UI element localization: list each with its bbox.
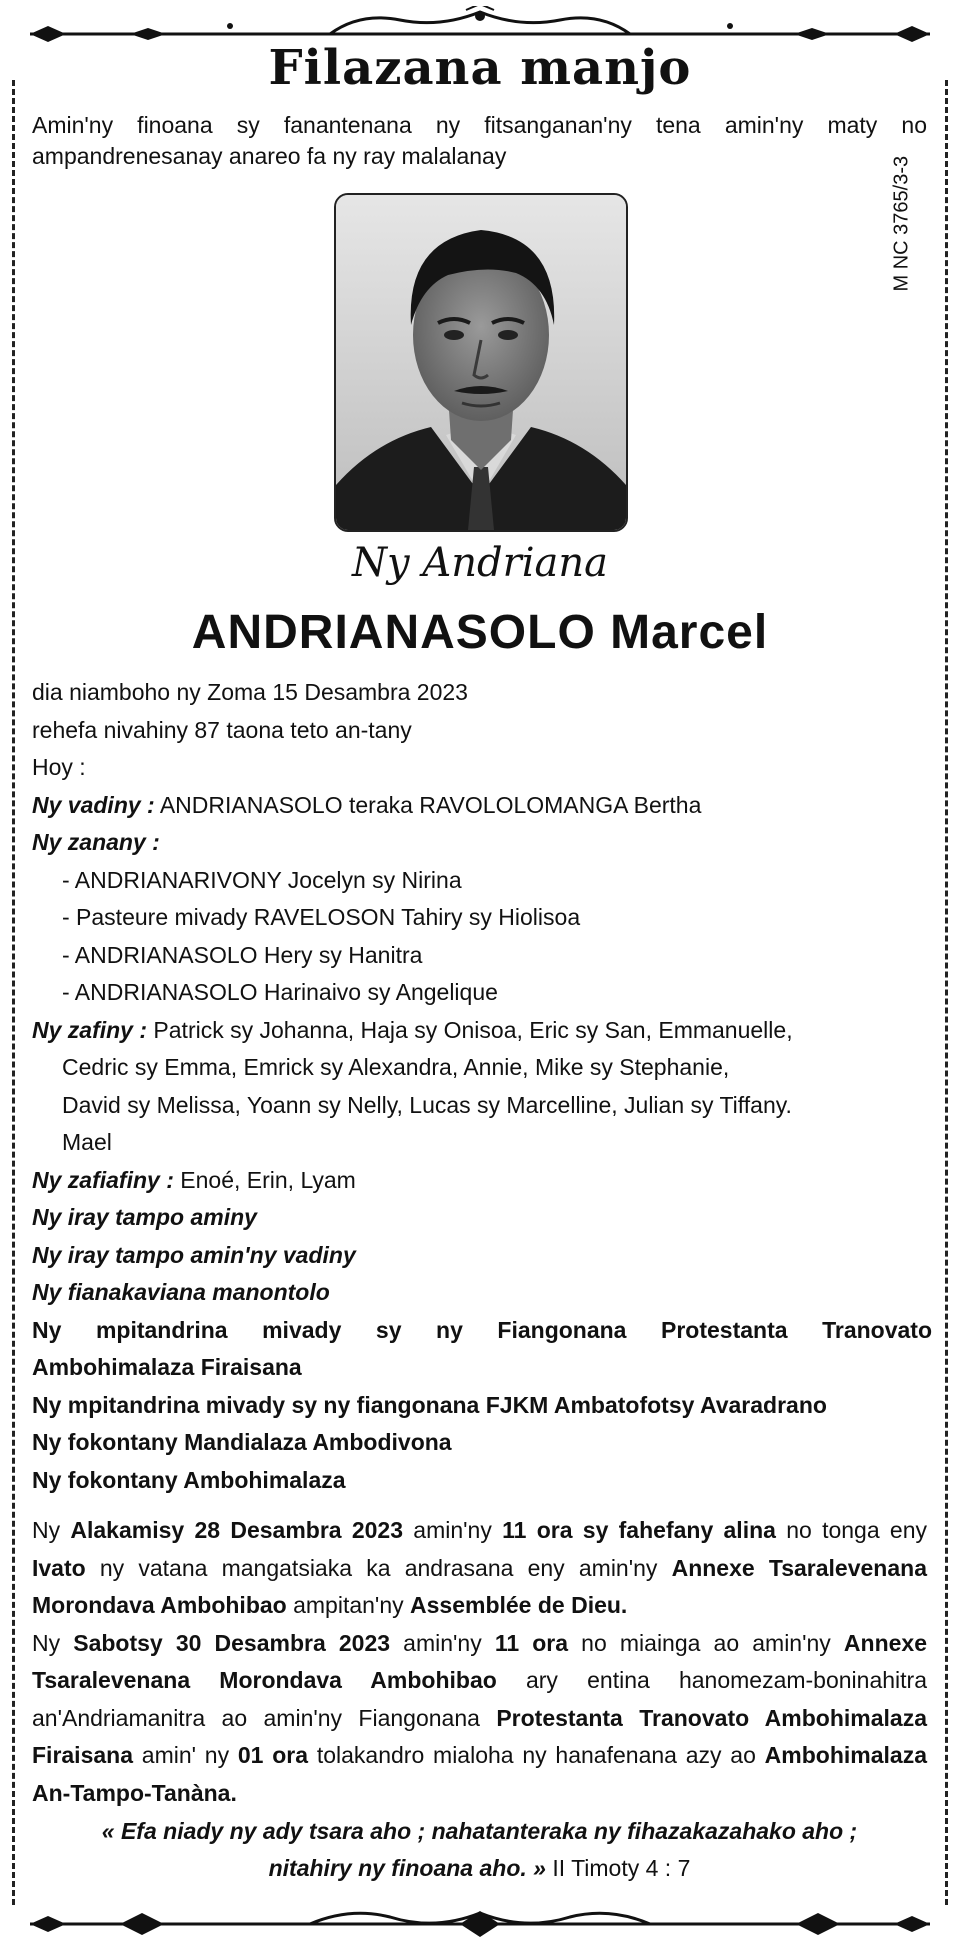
arrival-text: amin'ny: [403, 1517, 503, 1543]
burial-date: Sabotsy 30 Desambra 2023: [73, 1629, 391, 1656]
arrival-time: 11 ora sy fahefany alina: [502, 1517, 776, 1543]
arrival-text: no tonga eny: [775, 1517, 927, 1543]
burial-text: no miainga ao amin'ny: [568, 1629, 844, 1656]
verse-reference: II Timoty 4 : 7: [545, 1855, 691, 1881]
departure-time: 11 ora: [494, 1629, 569, 1656]
hoy-line: Hoy :: [32, 754, 86, 780]
arrival-date: Alakamisy 28 Desambra 2023: [70, 1517, 404, 1543]
community-line: Ny fokontany Ambohimalaza: [32, 1466, 346, 1493]
spouse-value: ANDRIANASOLO teraka RAVOLOLOMANGA Bertha: [154, 791, 702, 818]
honorific-title: Ny Andriana: [352, 540, 608, 586]
grandchildren-line4: Mael: [62, 1129, 112, 1155]
burial-text: tolakandro mialoha ny hanafenana azy ao: [308, 1742, 765, 1768]
community-line: Ny fokontany Mandialaza Ambodivona: [32, 1429, 452, 1455]
grandchildren-line: [32, 1012, 932, 1050]
verse-line1: « Efa niady ny ady tsara aho ; nahatanteraka ny fihazakazahako aho ;: [101, 1818, 858, 1844]
intro-text: Amin'ny finoana sy fanantenana ny fitsanganan'ny tena amin'ny maty no ampandrenesanay anareo fa ny ray malalanay: [32, 112, 927, 169]
arrival-text: ny vatana mangatsiaka ka andrasana eny amin'ny: [85, 1554, 672, 1581]
burial-place: Ambohimalaza An-Tampo-Tanàna.: [32, 1742, 927, 1806]
child-item: - Pasteure mivady RAVELOSON Tahiry sy Hiolisoa: [62, 904, 581, 930]
relatives-item: Ny iray tampo aminy: [32, 1204, 257, 1230]
bible-verse: [32, 1813, 927, 1887]
spouse-line: [32, 787, 932, 825]
community-line: Ny mpitandrina mivady sy ny fiangonana FJKM Ambatofotsy Avaradrano: [32, 1391, 827, 1418]
bottom-ornament: [30, 1905, 930, 1943]
verse-line2-wrap: [32, 1850, 927, 1887]
landmark: Assemblée de Dieu.: [410, 1592, 628, 1618]
child-item: - ANDRIANASOLO Harinaivo sy Angelique: [62, 979, 498, 1005]
burial-text: Ny: [32, 1629, 74, 1656]
great-grandchildren-value: Enoé, Erin, Lyam: [173, 1166, 356, 1193]
community-line: Ambohimalaza Firaisana: [32, 1354, 302, 1380]
right-dashed-border: [941, 80, 948, 1905]
grandchildren-line1: Patrick sy Johanna, Haja sy Onisoa, Eric sy San, Emmanuelle,: [147, 1016, 793, 1043]
burial-text: amin'ny: [390, 1629, 495, 1656]
arrival-paragraph: [32, 1512, 927, 1625]
obituary-page: Filazana manjo M NC 3765/3-3 Amin'ny finoana sy fanantenana ny fitsanganan'ny tena amin'ny maty no ampandrenesanay anareo fa ny ray malalanay Ny Andriana ANDRIANASOLO Marcel dia niamboho ny Zoma 15 Desambra 2023 rehefa nivahiny 87 taona teto an-tany Hoy : Ny vadiny : ANDRIANASOLO teraka RAVOLOLOMANGA Bertha Ny zanany : - ANDRIANARIVONY Jocelyn sy Nirina - Pasteure mivady RAVELOSON Tahiry sy Hiolisoa - ANDRIANASOLO Hery sy Hanitra - ANDRIANASOLO Harinaivo sy Angelique Ny zafiny : Patrick sy Johanna, Haja sy Onisoa, Eric sy San, Emmanuelle, Cedric sy Emma, Emrick sy Alexandra, Annie, Mike sy Stephanie, David sy Melissa, Yoann sy Nelly, Lucas sy Marcelline, Julian sy Tiffany. Mael Ny zafiafiny : Enoé, Erin, Lyam Ny iray tampo aminy Ny iray tampo amin'ny vadiny Ny fianakaviana manontolo Ny mpitandrina mivady sy ny Fiangonana Protestanta Tranovato Ambohimalaza Firaisana Ny mpitandrina mivady sy ny fiangonana FJKM Ambatofotsy Avaradrano Ny fokontany Mandialaza Ambodivona Ny fokontany Ambohimalaza Ny Alakamisy 28 Desambra 2023 amin'ny 11 ora sy fahefany alina no tonga eny Ivato ny vatana mangatsiaka ka andrasana eny amin'ny Annexe Tsaralevenana Morondava Ambohibao ampitan'ny Assemblée de Dieu. Ny Sabotsy 30 Desambra 2023 amin'ny 11 ora no miainga ao amin'ny Annexe Tsaralevenana Morondava Ambohibao ary entina hanomezam-boninahitra an'Andriamanitra ao amin'ny Fiangonana Protestanta Tranovato Ambohimalaza Firaisana amin' ny 01 ora tolakandro mialoha ny hanafenana azy ao Ambohimalaza An-Tampo-Tanàna. « Efa niady ny ady tsara aho ; nahatanteraka ny fihazakazahako aho ; nitahiry ny finoana aho. » II Timoty 4 : 7: [0, 0, 960, 1947]
notice-heading: Filazana manjo: [268, 40, 692, 96]
family-list: [32, 674, 932, 1499]
great-grandchildren-label: Ny zafiafiny :: [32, 1166, 174, 1193]
funeral-details: [32, 1512, 927, 1812]
child-item: - ANDRIANARIVONY Jocelyn sy Nirina: [62, 866, 462, 893]
children-label: Ny zanany :: [32, 829, 160, 855]
deceased-name: ANDRIANASOLO Marcel: [191, 606, 769, 659]
arrival-text: Ny: [32, 1517, 71, 1543]
wake-location: Annexe Tsaralevenana Morondava Ambohibao: [32, 1554, 927, 1618]
departure-location: Annexe Tsaralevenana Morondava Ambohibao: [32, 1629, 927, 1693]
relatives-item: Ny fianakaviana manontolo: [32, 1279, 330, 1305]
great-grandchildren-line: [32, 1162, 932, 1200]
arrival-place: Ivato: [32, 1554, 86, 1581]
spouse-label: Ny vadiny :: [32, 791, 155, 818]
arrival-text: ampitan'ny: [286, 1592, 411, 1618]
relatives-item: Ny iray tampo amin'ny vadiny: [32, 1241, 356, 1268]
burial-text: amin' ny: [133, 1742, 238, 1768]
left-dashed-border: [12, 80, 19, 1905]
grandchildren-line2: Cedric sy Emma, Emrick sy Alexandra, Annie, Mike sy Stephanie,: [62, 1054, 730, 1080]
burial-paragraph: [32, 1625, 927, 1813]
age-line: rehefa nivahiny 87 taona teto an-tany: [32, 716, 412, 743]
verse-line2: nitahiry ny finoana aho. »: [268, 1855, 546, 1881]
service-time: 01 ora: [237, 1742, 309, 1768]
church-name: Protestanta Tranovato Ambohimalaza Firaisana: [32, 1704, 927, 1768]
grandchildren-line3: David sy Melissa, Yoann sy Nelly, Lucas sy Marcelline, Julian sy Tiffany.: [62, 1091, 792, 1118]
burial-text: ary entina hanomezam-boninahitra an'Andriamanitra ao amin'ny Fiangonana: [32, 1667, 927, 1731]
community-line: Ny mpitandrina mivady sy ny Fiangonana Protestanta Tranovato: [32, 1316, 932, 1343]
child-item: - ANDRIANASOLO Hery sy Hanitra: [62, 941, 423, 968]
grandchildren-label: Ny zafiny :: [32, 1016, 148, 1043]
portrait-photo: [334, 193, 628, 532]
death-date-line: dia niamboho ny Zoma 15 Desambra 2023: [32, 679, 468, 705]
